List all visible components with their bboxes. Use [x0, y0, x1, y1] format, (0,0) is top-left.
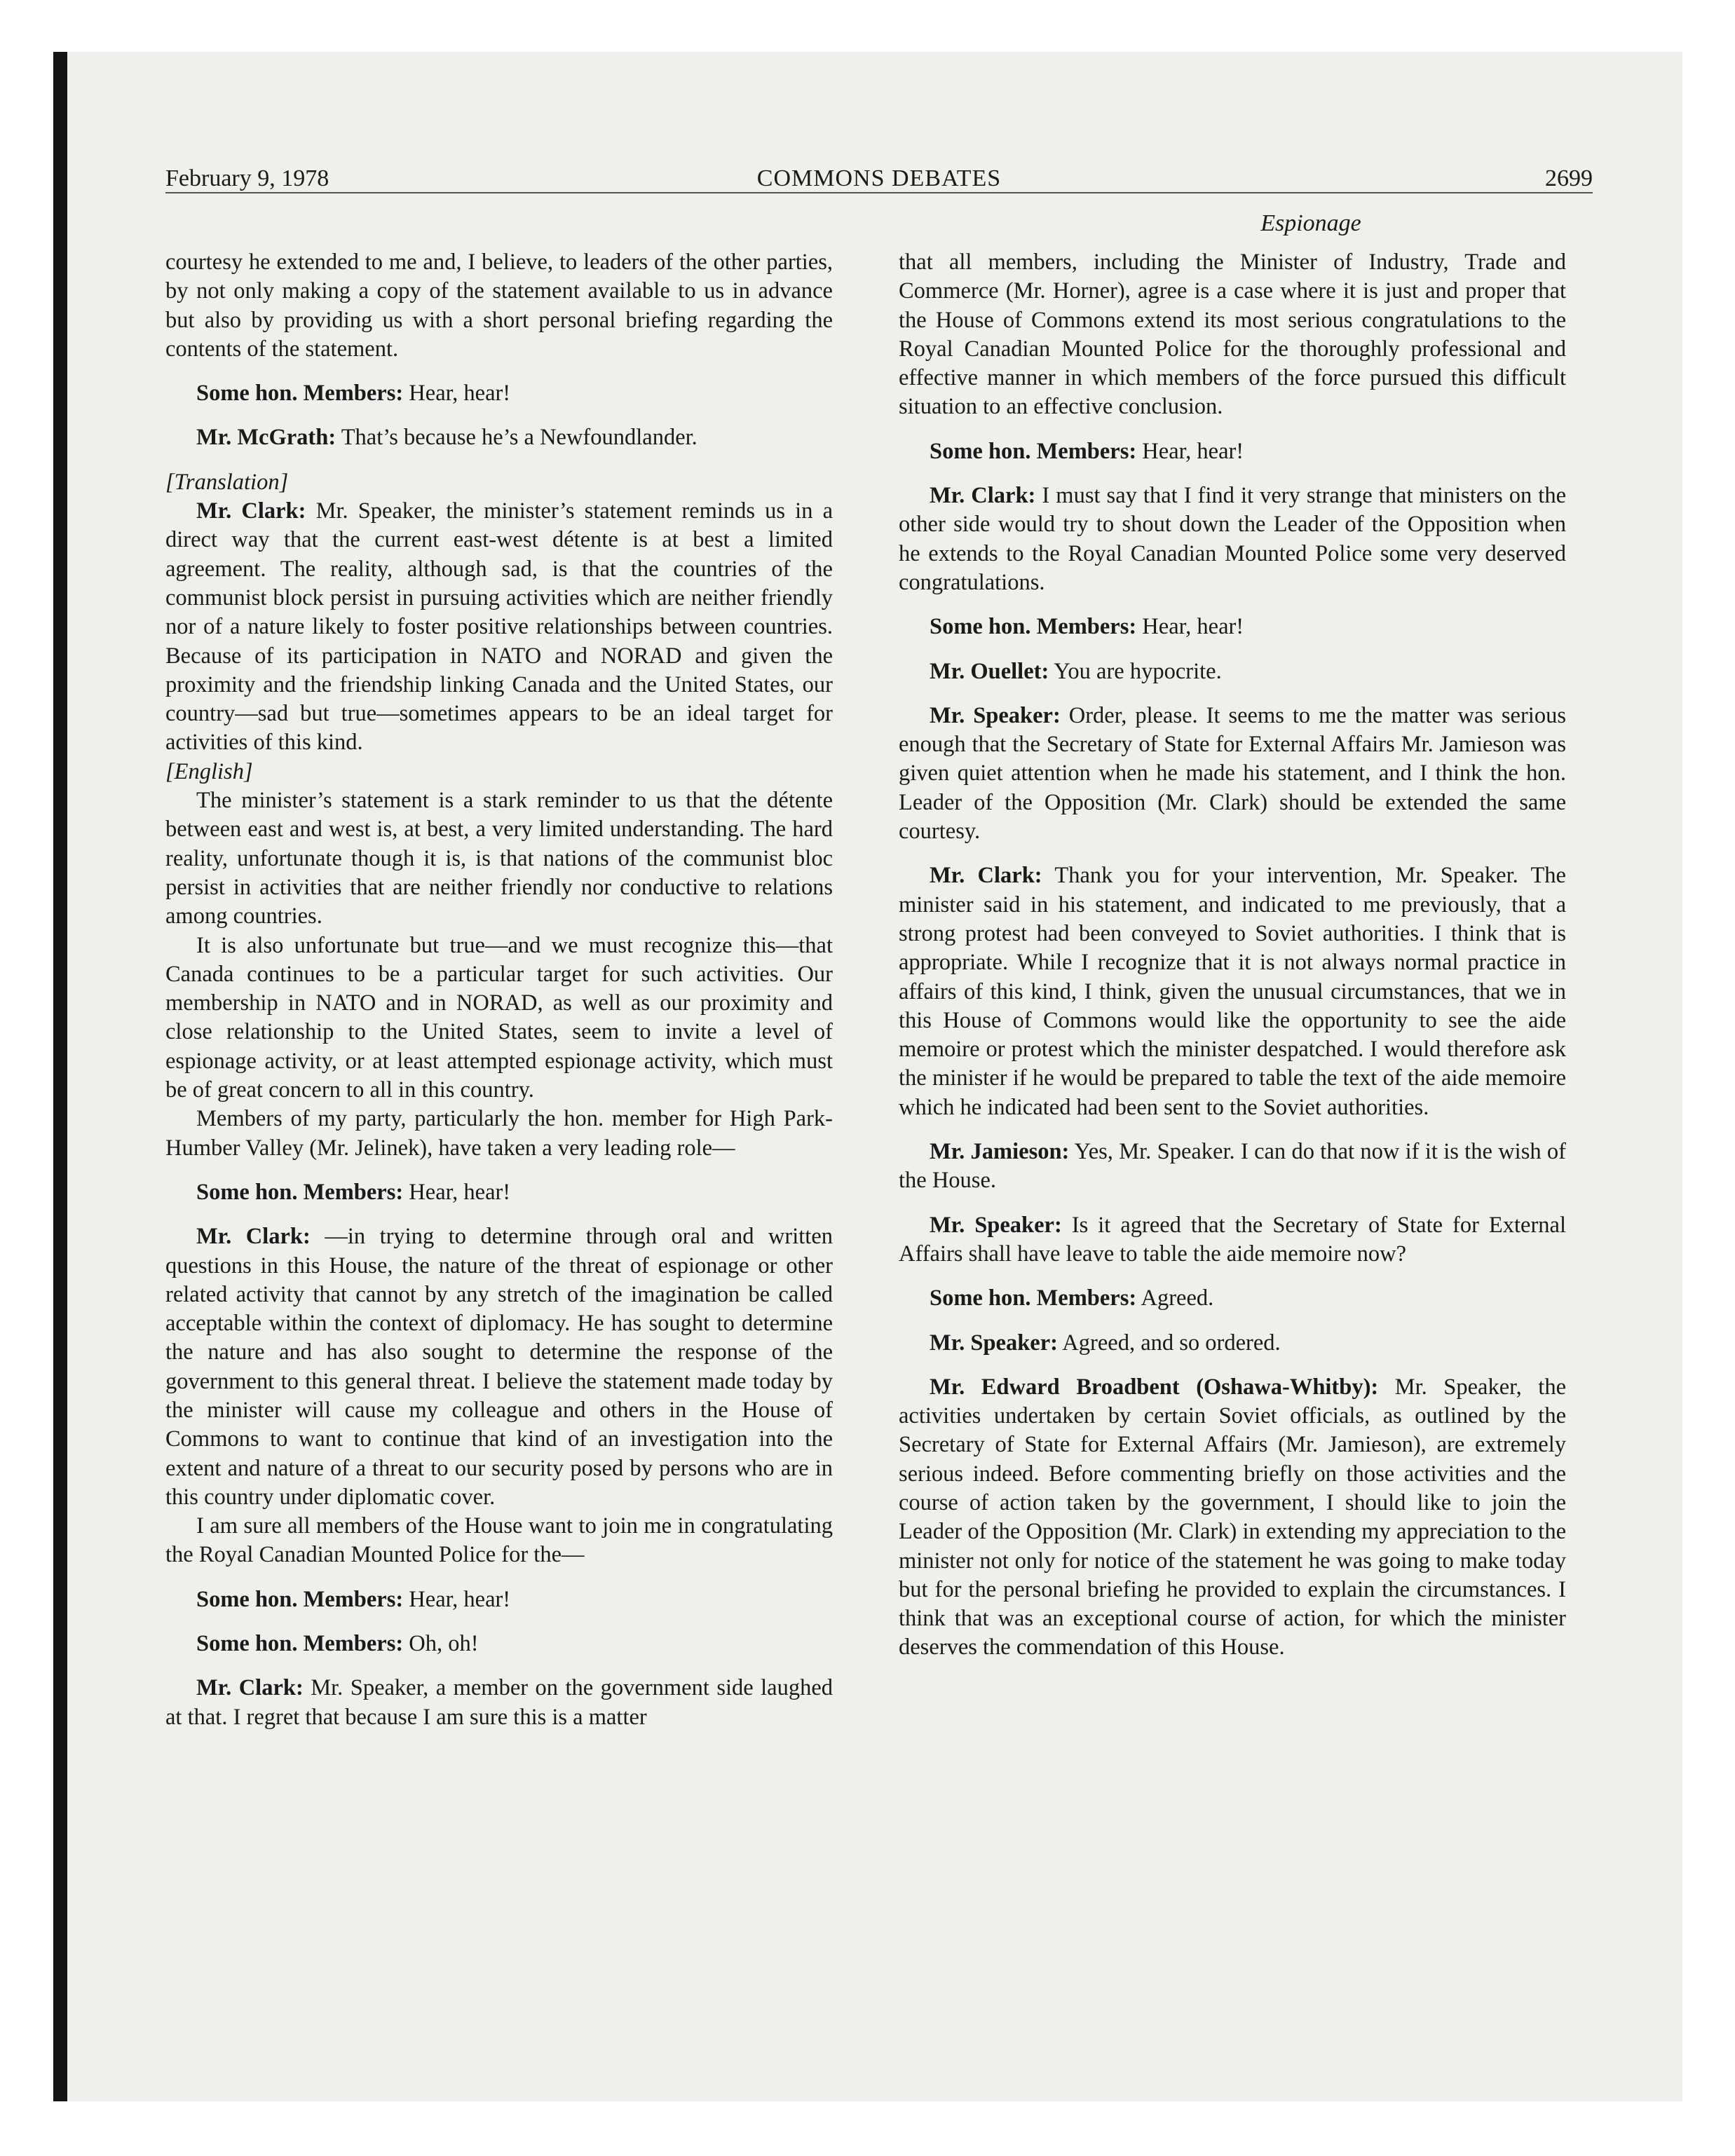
speaker-name: Mr. Edward Broadbent (Oshawa-Whitby): [930, 1374, 1379, 1400]
speech [899, 437, 1566, 466]
header-page-number: 2699 [1545, 165, 1593, 191]
left-column [165, 248, 833, 1732]
speaker-name: Mr. Clark: [196, 1224, 311, 1250]
speech-text: Yes, Mr. Speaker. I can do that now if it is the wish of the House. [899, 1139, 1566, 1194]
speaker-name: Some hon. Members: [930, 614, 1137, 640]
speaker-name: Mr. Clark: [196, 498, 306, 524]
speech-text: Mr. Speaker, the minister’s statement reminds us in a direct way that the current east-west détente is at best a limited agreement. The reality, although sad, is that the countries of the communist block persist in pursuing activities which are neither friendly nor of a nature likely to foster positive relationships between countries. Because of its participation in NATO and NORAD and given the proximity and the friendship linking Canada and the United States, our country—sad but true—sometimes appears to be an ideal target for activities of this kind. [165, 498, 833, 756]
speech [899, 1284, 1566, 1313]
language-label: [English] [165, 758, 253, 784]
speech-text: Hear, hear! [409, 1179, 511, 1205]
running-head [165, 163, 1593, 195]
paragraph: courtesy he extended to me and, I believe, to leaders of the other parties, by not only making a copy of the statement available to us in advance but also by providing us with a short personal briefing regarding the contents of the statement. [165, 250, 833, 362]
speech-text: Hear, hear! [409, 381, 511, 407]
speaker-name: Some hon. Members: [196, 1631, 404, 1657]
speech [165, 497, 833, 758]
section-heading: Espionage [1260, 210, 1361, 236]
speech-text: You are hypocrite. [1054, 658, 1222, 684]
speaker-name: Mr. Jamieson: [930, 1139, 1070, 1165]
speech [165, 1674, 833, 1732]
speech-text: Mr. Speaker, a member on the government side laughed at that. I regret that because I am sure this is a matter [165, 1675, 834, 1730]
speech-text: Oh, oh! [409, 1631, 479, 1657]
speech [165, 423, 833, 452]
speech [165, 1222, 833, 1512]
speech-text: Hear, hear! [1142, 438, 1244, 464]
paragraph: The minister’s statement is a stark reminder to us that the détente between east and west is, at best, a very limited understanding. The hard reality, unfortunate though it is, is that nations of the communist bloc persist in activities that are neither friendly nor conductive to relations among countries. [165, 788, 833, 929]
paragraph: It is also unfortunate but true—and we must recognize this—that Canada continues to be a particular target for such activities. Our membership in NATO and in NORAD, as well as our proximity and close relationship to the United States, seem to invite a level of espionage activity, or at least attempted espionage activity, which must be of great concern to all in this country. [165, 932, 833, 1103]
speech-text: Is it agreed that the Secretary of State for External Affairs shall have leave to table the aide memoire now? [899, 1212, 1567, 1267]
speech [899, 1329, 1566, 1358]
speech-text: Hear, hear! [409, 1586, 511, 1612]
speech [165, 1178, 833, 1207]
speech-text: Mr. Speaker, the activities undertaken by certain Soviet officials, as outlined by the Secretary of State for External Affairs (Mr. Jamieson), are extremely serious indeed. Before commenting briefly on those activities and the course of action taken by the government, I should like to join the Leader of the Opposition (Mr. Clark) in extending my appreciation to the minister not only for notice of the statement he was going to make today but for the personal briefing he provided to explain the circumstances. I think that was an exceptional course of action, for which the minister deserves the commendation of this House. [899, 1374, 1567, 1660]
speaker-name: Mr. Ouellet: [930, 658, 1049, 684]
right-column [899, 248, 1566, 1663]
speech [899, 1211, 1566, 1269]
header-date: February 9, 1978 [165, 165, 329, 191]
speech-text: Order, please. It seems to me the matter was serious enough that the Secretary of State for External Affairs Mr. Jamieson was given quiet attention when he made his statement, and I think the hon. Leader of the Opposition (Mr. Clark) should be extended the same courtesy. [899, 702, 1566, 845]
speech [899, 613, 1566, 641]
speech [165, 1585, 833, 1614]
header-rule [165, 192, 1593, 193]
speaker-name: Some hon. Members: [196, 381, 404, 407]
speech [899, 482, 1566, 597]
paragraph: I am sure all members of the House want to join me in congratulating the Royal Canadian Mounted Police for the— [165, 1513, 833, 1568]
speech-text: I must say that I find it very strange that ministers on the other side would try to shout down the Leader of the Opposition when he extends to the Royal Canadian Mounted Police some very deserved congratulations. [899, 483, 1566, 595]
speech-text: That’s because he’s a Newfoundlander. [341, 425, 698, 451]
speaker-name: Mr. Speaker: [930, 702, 1061, 728]
speech [899, 657, 1566, 686]
speaker-name: Mr. McGrath: [196, 425, 336, 451]
speech-text: —in trying to determine through oral and written questions in this House, the nature of the threat of espionage or other related activity that cannot by any stretch of the imagination be called acceptable within the context of diplomacy. He has sought to determine the nature and has also sought to determine the response of the government to this general threat. I believe the statement made today by the minister will cause my colleague and others in the House of Commons to want to continue that kind of an investigation into the extent and nature of a threat to our security posed by persons who are in this country under diplomatic cover. [165, 1224, 833, 1510]
speaker-name: Mr. Clark: [930, 863, 1042, 889]
speech-text: Hear, hear! [1142, 614, 1244, 640]
speech [899, 1373, 1566, 1663]
speech-text: Agreed, and so ordered. [1062, 1330, 1281, 1356]
speaker-name: Some hon. Members: [196, 1179, 404, 1205]
speech [899, 702, 1566, 846]
paragraph: that all members, including the Minister of Industry, Trade and Commerce (Mr. Horner), agree is a case where it is just and proper that the House of Commons extend its most serious congratulations to the Royal Canadian Mounted Police for the thoroughly professional and effective manner in which members of the force pursued this difficult situation to an effective conclusion. [899, 250, 1566, 420]
speech [899, 861, 1566, 1122]
speaker-name: Mr. Clark: [930, 483, 1036, 509]
speech [165, 379, 833, 408]
speech [899, 1138, 1566, 1196]
speaker-name: Mr. Speaker: [930, 1330, 1058, 1356]
speaker-name: Mr. Speaker: [930, 1212, 1062, 1238]
header-title: COMMONS DEBATES [756, 165, 1002, 191]
language-label: [Translation] [165, 469, 289, 495]
speaker-name: Some hon. Members: [930, 438, 1137, 464]
speech [165, 1630, 833, 1658]
speaker-name: Some hon. Members: [930, 1285, 1137, 1311]
speech-text: Agreed. [1141, 1285, 1214, 1311]
speaker-name: Mr. Clark: [196, 1675, 304, 1701]
paragraph: Members of my party, particularly the hon. member for High Park-Humber Valley (Mr. Jelinek), have taken a very leading role— [165, 1106, 833, 1161]
speech-text: Thank you for your intervention, Mr. Speaker. The minister said in his statement, and indicated to me previously, that a strong protest had been conveyed to Soviet authorities. I think that is appropriate. While I recognize that it is not always normal practice in affairs of this kind, I think, given the unusual circumstances, that we in this House of Commons would like the opportunity to see the aide memoire or protest which the minister despatched. I would therefore ask the minister if he would be prepared to table the text of the aide memoire which he indicated had been sent to the Soviet authorities. [899, 863, 1566, 1120]
speaker-name: Some hon. Members: [196, 1586, 404, 1612]
